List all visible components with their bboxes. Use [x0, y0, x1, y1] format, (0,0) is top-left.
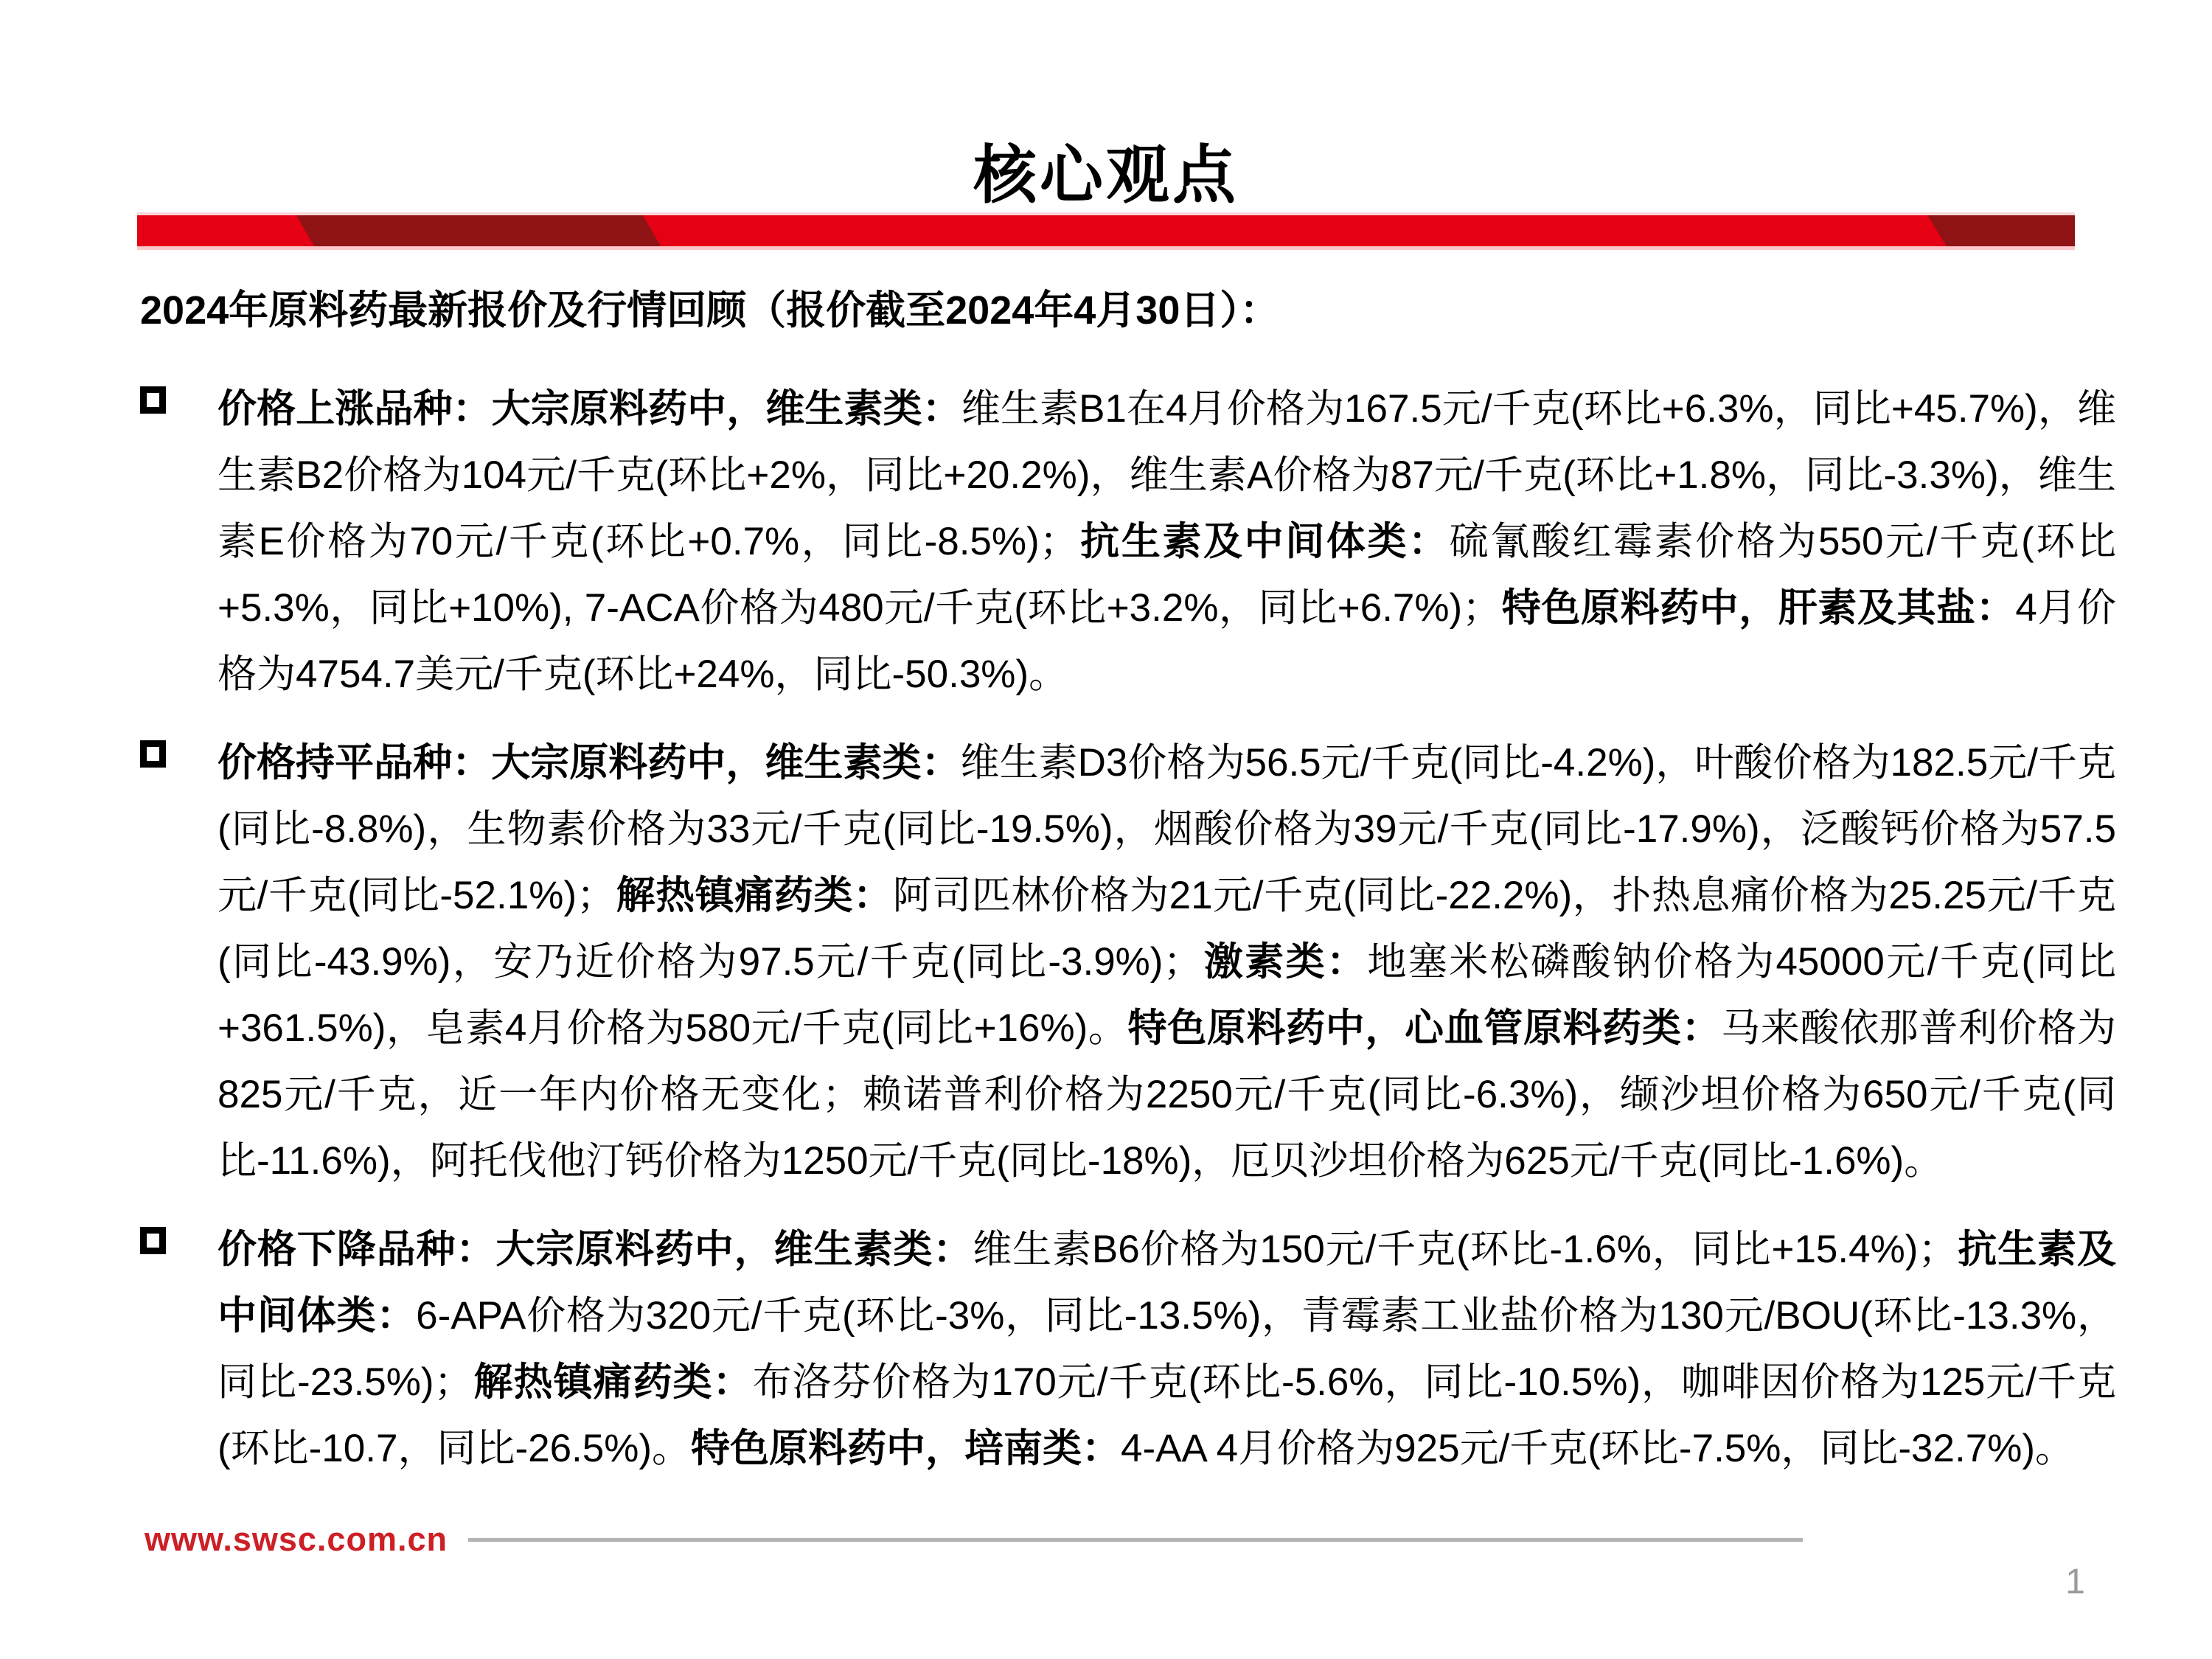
bullet-text-bold-run: 特色原料药中，培南类：	[691, 1427, 1121, 1470]
bullet-text-run: 维生素D3价格为56.5元/千克(同比-4.2%)，叶酸价格为182.5元/千克(同比-8.8%)，生物素价格为33元/千克(同比-19.5%)，烟酸价格为39元/千克(同比-17.9%)，泛酸钙价格为57.5元/千克(同比-52.1%)；	[218, 741, 2117, 917]
bullet-text-bold-run: 抗生素及中间体类：	[218, 1228, 2117, 1338]
slide-content	[140, 282, 2116, 1482]
bullet-square-icon	[140, 740, 166, 768]
bullet-text-run: 4-AA 4月价格为925元/千克(环比-7.5%，同比-32.7%)。	[1121, 1427, 2074, 1470]
bullet-text-run: 阿司匹林价格为21元/千克(同比-22.2%)，扑热息痛价格为25.25元/千克(同比-43.9%)，安乃近价格为97.5元/千克(同比-3.9%)；	[218, 874, 2117, 984]
bullet-text-bold-run: 价格持平品种：大宗原料药中，维生素类：	[218, 741, 961, 785]
bullet-text-bold-run: 解热镇痛药类：	[473, 1360, 753, 1404]
bullet-item	[140, 1217, 2116, 1482]
bullet-text-run: 6-APA价格为320元/千克(环比-3%，同比-13.5%)，青霉素工业盐价格为130元/BOU(环比-13.3%，同比-23.5%)；	[218, 1294, 2116, 1404]
bullet-text-bold-run: 解热镇痛药类：	[616, 874, 893, 917]
section-heading: 2024年原料药最新报价及行情回顾（报价截至2024年4月30日）：	[140, 288, 1280, 333]
page-title: 核心观点	[973, 140, 1239, 211]
bar-dark-segment-right	[1927, 215, 2075, 246]
footer-divider-line	[468, 1538, 1803, 1542]
bullet-text-run: 维生素B6价格为150元/千克(环比-1.6%，同比+15.4%)；	[973, 1228, 1958, 1271]
footer	[145, 1517, 1803, 1562]
bar-dark-segment-left	[296, 215, 661, 246]
bullet-text-bold-run: 价格上涨品种：大宗原料药中，维生素类：	[218, 387, 961, 431]
bullet-square-icon	[140, 1227, 166, 1254]
bullet-text-run: 维生素B1在4月价格为167.5元/千克(环比+6.3%，同比+45.7%)，维生素B2价格为104元/千克(环比+2%，同比+20.2%)，维生素A价格为87元/千克(环比+1.8%，同比-3.3%)，维生素E价格为70元/千克(环比+0.7%，同比-8.5%)；	[218, 387, 2116, 563]
bullet-text-bold-run: 激素类：	[1202, 940, 1368, 984]
page-number: 1	[2065, 1562, 2085, 1601]
bullet-text-bold-run: 特色原料药中，肝素及其盐：	[1501, 586, 2016, 630]
footer-url[interactable]: www.swsc.com.cn	[145, 1520, 448, 1558]
bullet-text	[218, 376, 2116, 708]
bullet-list	[140, 376, 2116, 1482]
bullet-text-bold-run: 特色原料药中，心血管原料药类：	[1127, 1006, 1722, 1050]
bullet-text	[218, 1217, 2116, 1482]
bullet-text-run: 布洛芬价格为170元/千克(环比-5.6%，同比-10.5%)，咖啡因价格为125元/千克(环比-10.7，同比-26.5%)。	[218, 1360, 2117, 1470]
bullet-text-run: 地塞米松磷酸钠价格为45000元/千克(同比+361.5%)，皂素4月价格为580元/千克(同比+16%)。	[218, 940, 2116, 1050]
bullet-text-bold-run: 价格下降品种：大宗原料药中，维生素类：	[218, 1228, 973, 1271]
bullet-item	[140, 730, 2116, 1194]
bullet-text-run: 硫氰酸红霉素价格为550元/千克(环比+5.3%，同比+10%), 7-ACA价格为480元/千克(环比+3.2%，同比+6.7%)；	[218, 520, 2116, 630]
bullet-text-run: 马来酸依那普利价格为825元/千克，近一年内价格无变化；赖诺普利价格为2250元/千克(同比-6.3%)，缬沙坦价格为650元/千克(同比-11.6%)，阿托伐他汀钙价格为1250元/千克(同比-18%)，厄贝沙坦价格为625元/千克(同比-1.6%)。	[218, 1006, 2117, 1183]
bullet-text-run: 4月价格为4754.7美元/千克(环比+24%，同比-50.3%)。	[218, 586, 2117, 696]
bullet-text-bold-run: 抗生素及中间体类：	[1078, 520, 1450, 563]
bullet-square-icon	[140, 386, 166, 414]
title-underline-bar	[137, 215, 2075, 246]
bullet-text	[218, 730, 2116, 1194]
bullet-item	[140, 376, 2116, 708]
